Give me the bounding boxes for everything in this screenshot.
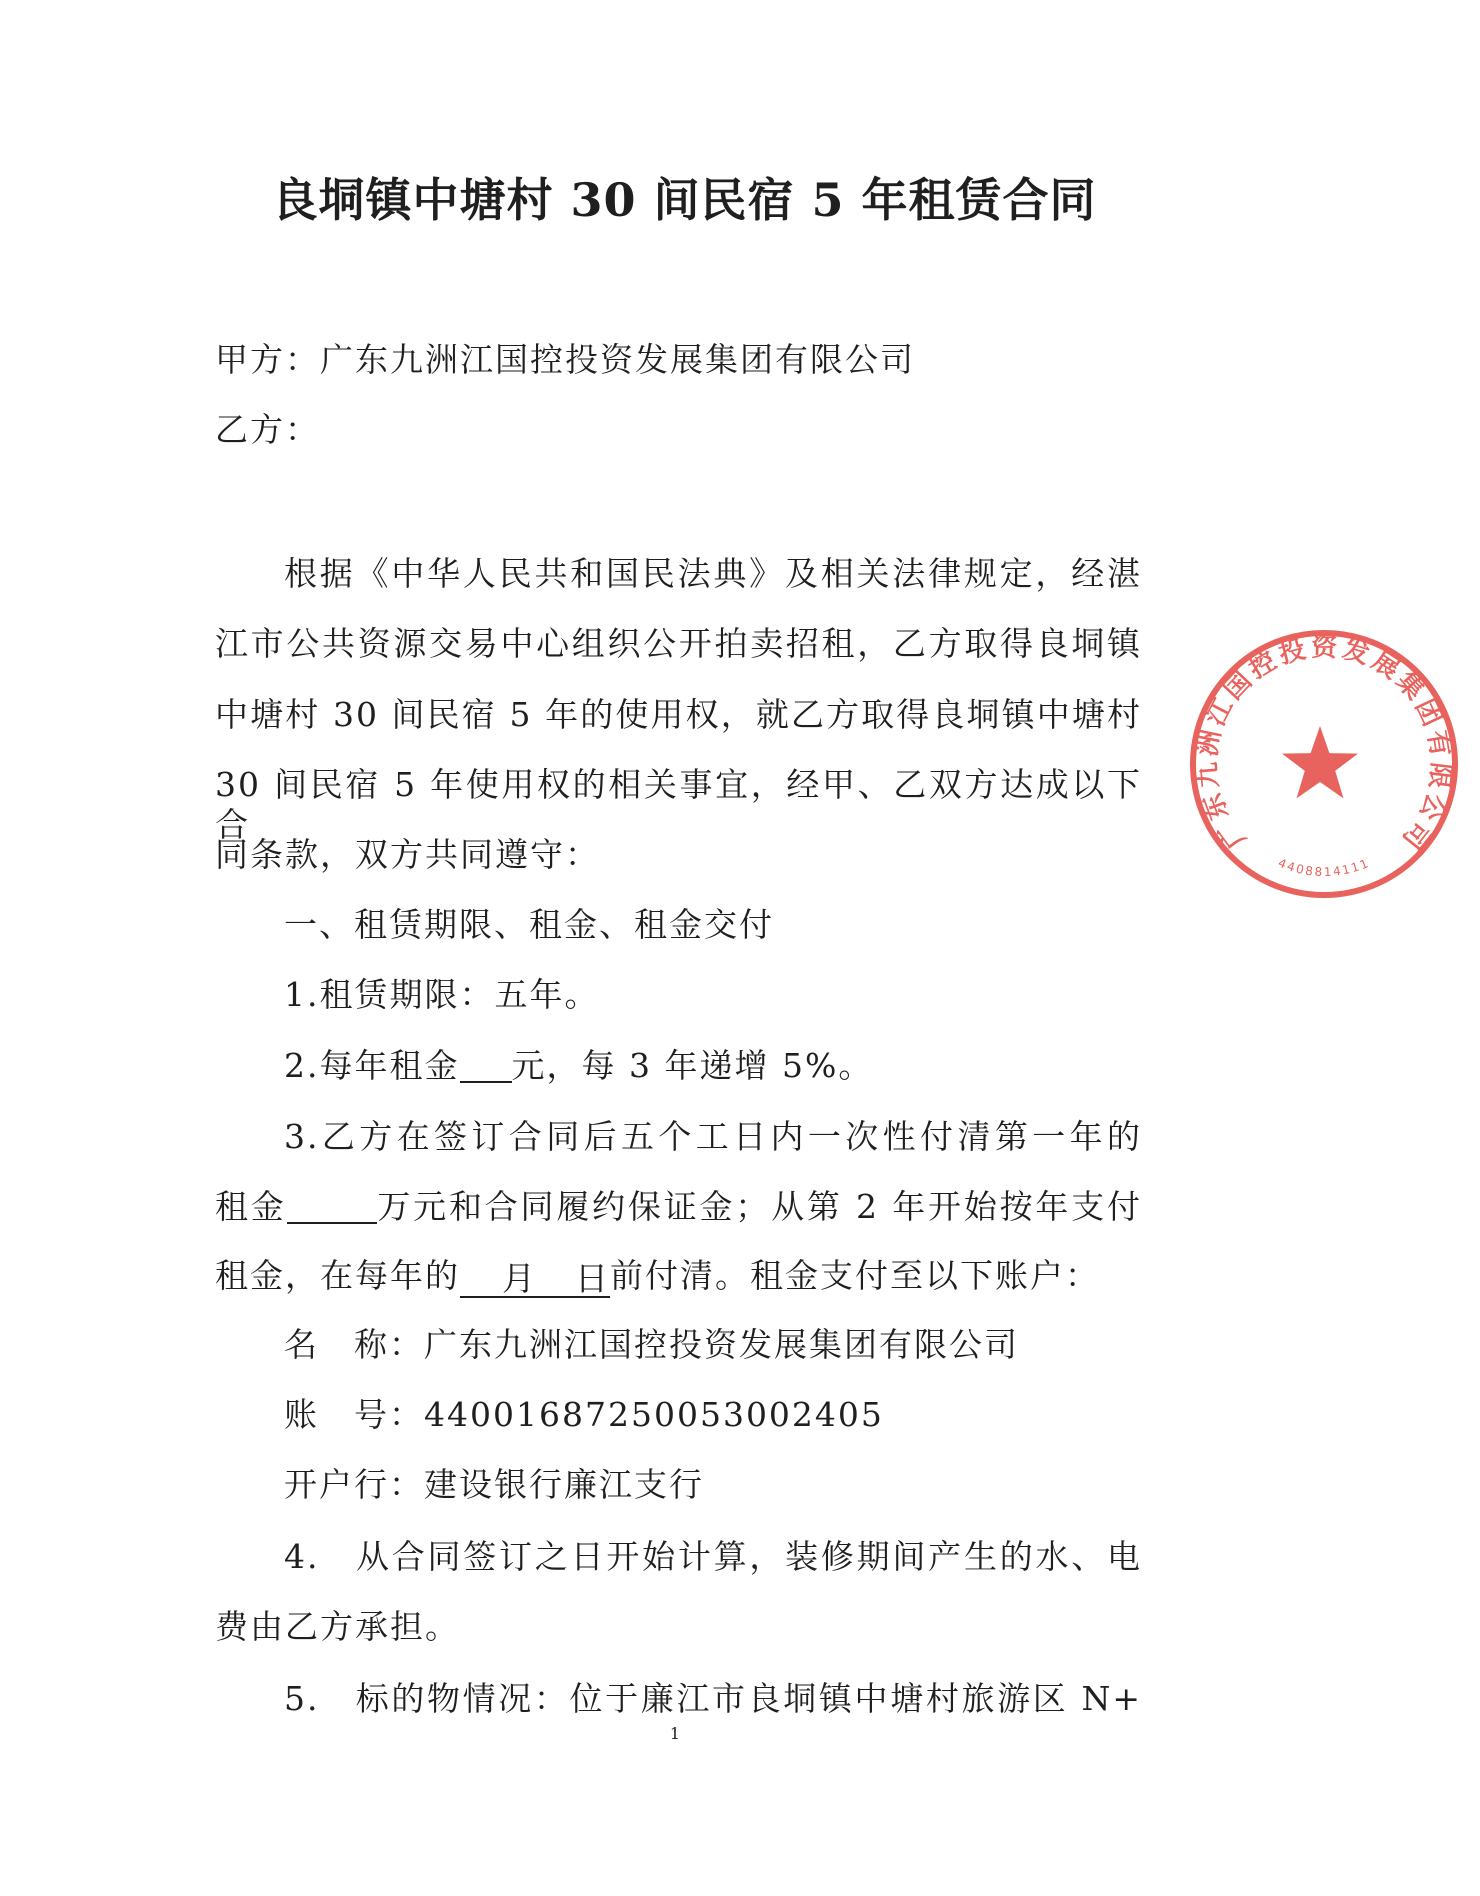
clause-3-line-3-after: 前付清。租金支付至以下账户： bbox=[610, 1256, 1100, 1295]
preamble-line-5: 同条款，双方共同遵守： bbox=[215, 835, 600, 874]
clause-3-line-3 bbox=[215, 1256, 1100, 1296]
month-label: 月 bbox=[502, 1259, 537, 1298]
document-title: 良垌镇中塘村 30 间民宿 5 年租赁合同 bbox=[271, 173, 1097, 227]
clause-2-text-after: 元，每 3 年递增 5%。 bbox=[511, 1046, 874, 1085]
clause-3-line-2-before: 租金 bbox=[215, 1187, 287, 1226]
account-number: 账 号：44001687250053002405 bbox=[284, 1395, 884, 1434]
first-year-rent-blank bbox=[287, 1192, 377, 1224]
day-label: 日 bbox=[575, 1259, 610, 1298]
preamble-line-1: 根据《中华人民共和国民法典》及相关法律规定，经湛 bbox=[284, 554, 1142, 593]
section-1-heading: 一、租赁期限、租金、租金交付 bbox=[284, 905, 774, 944]
seal-star-icon bbox=[1282, 726, 1358, 798]
clause-2-text-before: 2.每年租金 bbox=[284, 1046, 460, 1085]
preamble-line-3: 中塘村 30 间民宿 5 年的使用权，就乙方取得良垌镇中塘村 bbox=[215, 695, 1142, 734]
clause-3-line-3-before: 租金，在每年的 bbox=[215, 1256, 460, 1295]
company-seal-graphic bbox=[1180, 620, 1480, 910]
month-blank bbox=[460, 1280, 502, 1290]
account-name: 名 称：广东九洲江国控投资发展集团有限公司 bbox=[284, 1325, 1019, 1364]
day-blank bbox=[537, 1280, 575, 1290]
party-b: 乙方： bbox=[215, 410, 320, 449]
seal-company-text: 广东九洲江国控投资发展集团有限公司 bbox=[1192, 632, 1456, 858]
page-number: 1 bbox=[669, 1724, 681, 1743]
clause-4-line-2: 费由乙方承担。 bbox=[215, 1607, 460, 1646]
clause-1-lease-term: 1.租赁期限：五年。 bbox=[284, 975, 600, 1014]
clause-5-line-1: 5. 标的物情况：位于廉江市良垌镇中塘村旅游区 N+ bbox=[284, 1679, 1142, 1718]
preamble-line-4: 30 间民宿 5 年使用权的相关事宜，经甲、乙双方达成以下合 bbox=[215, 765, 1142, 844]
preamble-line-2: 江市公共资源交易中心组织公开拍卖招租，乙方取得良垌镇 bbox=[215, 624, 1142, 663]
payment-date-blank bbox=[460, 1259, 610, 1298]
clause-4-line-1: 4. 从合同签订之日开始计算，装修期间产生的水、电 bbox=[284, 1537, 1142, 1576]
clause-2-annual-rent bbox=[284, 1046, 873, 1086]
clause-3-line-1: 3.乙方在签订合同后五个工日内一次性付清第一年的 bbox=[284, 1117, 1142, 1156]
rent-amount-blank bbox=[460, 1051, 512, 1083]
clause-3-line-2 bbox=[215, 1187, 1142, 1227]
clause-3-line-2-after: 万元和合同履约保证金；从第 2 年开始按年支付 bbox=[376, 1187, 1142, 1226]
company-seal bbox=[1180, 620, 1456, 910]
account-bank: 开户行：建设银行廉江支行 bbox=[284, 1465, 704, 1504]
party-a: 甲方：广东九洲江国控投资发展集团有限公司 bbox=[215, 340, 915, 379]
seal-code-text: 4408814111 bbox=[1276, 855, 1372, 880]
